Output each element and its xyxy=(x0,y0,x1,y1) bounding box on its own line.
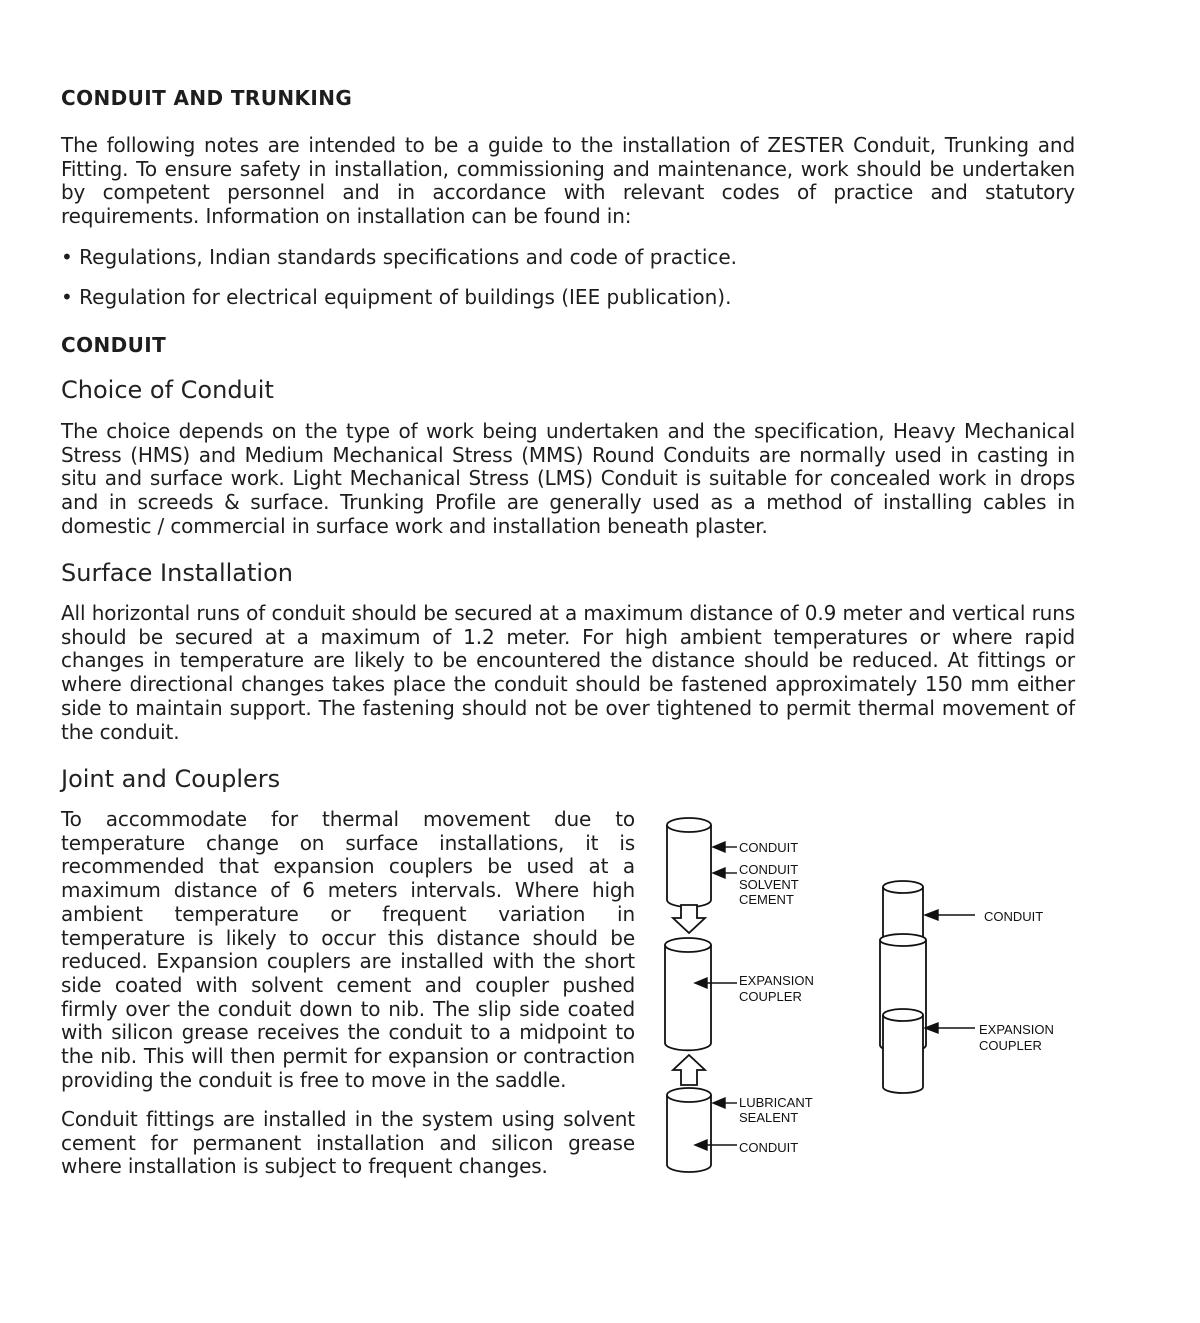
label-conduit-cement: CONDUIT xyxy=(739,862,799,877)
intro-paragraph: The following notes are intended to be a guide to the installation of ZESTER Conduit, Trunking and Fitting. To ensure safety in installation, commissioning and maintenance, work should be undertaken by competent personnel and in accordance with relevant codes of practice and statutory requirements. Information on installation can be found in: xyxy=(61,133,1075,229)
pointer-arrow-icon xyxy=(713,1098,725,1108)
fittings-paragraph: Conduit fittings are installed in the system using solvent cement for permanent installation and silicon grease where installation is subject to frequent changes. xyxy=(61,1107,635,1179)
pointer-arrow-icon xyxy=(925,1023,938,1033)
conduit-pipe-bottom xyxy=(667,1088,711,1172)
label-cement: CEMENT xyxy=(739,892,794,907)
subsection-title-joint: Joint and Couplers xyxy=(61,765,281,793)
label-conduit-right: CONDUIT xyxy=(984,909,1044,924)
joint-paragraph: To accommodate for thermal movement due to temperature change on surface installations, it is recommended that expansion couplers be used at a maximum distance of 6 meters intervals. Where high ambient temperature or frequent variation in temperature is likely to occur this distance should be reduced. Expansion couplers are installed with the short side coated with solvent cement and coupler pushed firmly over the conduit down to nib. The slip side coated with silicon grease receives the conduit to a midpoint to the nib. This will then permit for expansion or contraction providing the conduit is free to move in the saddle. xyxy=(61,807,635,1092)
label-coupler: COUPLER xyxy=(739,989,802,1004)
conduit-pipe-right-upper xyxy=(883,881,923,937)
expansion-coupler-diagram xyxy=(655,805,1085,1185)
pointer-arrow-icon xyxy=(925,910,938,920)
bullet-item: • Regulation for electrical equipment of buildings (IEE publication). xyxy=(61,285,732,309)
label-expansion: EXPANSION xyxy=(739,973,814,988)
pointer-arrow-icon xyxy=(713,868,725,878)
subsection-title-choice: Choice of Conduit xyxy=(61,376,274,404)
main-heading: CONDUIT AND TRUNKING xyxy=(61,86,353,110)
arrow-up-icon xyxy=(673,1055,705,1085)
bullet-item: • Regulations, Indian standards specifications and code of practice. xyxy=(61,245,738,269)
choice-paragraph: The choice depends on the type of work being undertaken and the specification, Heavy Mechanical Stress (HMS) and Medium Mechanical Stress (MMS) Round Conduits are normally used in casting in situ and surface work. Light Mechanical Stress (LMS) Conduit is suitable for concealed work in drops and in screeds & surface. Trunking Profile are generally used as a method of installing cables in domestic / commercial in surface work and installation beneath plaster. xyxy=(61,419,1075,538)
label-conduit: CONDUIT xyxy=(739,840,799,855)
label-lubricant: LUBRICANT xyxy=(739,1095,813,1110)
conduit-pipe-right-lower xyxy=(883,1009,923,1093)
label-expansion-right: EXPANSION xyxy=(979,1022,1054,1037)
conduit-pipe-top xyxy=(667,818,711,907)
pointer-arrow-icon xyxy=(713,842,725,852)
arrow-down-icon xyxy=(673,905,705,933)
surface-paragraph: All horizontal runs of conduit should be secured at a maximum distance of 0.9 meter and vertical runs should be secured at a maximum of 1.2 meter. For high ambient temperatures or where rapid changes in temperature are likely to be encountered the distance should be reduced. At fittings or where directional changes takes place the conduit should be fastened approximately 150 mm either side to maintain support. The fastening should not be over tightened to permit thermal movement of the conduit. xyxy=(61,601,1075,744)
label-coupler-right: COUPLER xyxy=(979,1038,1042,1053)
label-sealent: SEALENT xyxy=(739,1110,799,1125)
coupler-pipe xyxy=(665,938,711,1050)
label-solvent: SOLVENT xyxy=(739,877,799,892)
label-conduit-bottom: CONDUIT xyxy=(739,1140,799,1155)
subsection-title-surface: Surface Installation xyxy=(61,559,293,587)
section-heading-conduit: CONDUIT xyxy=(61,333,167,357)
